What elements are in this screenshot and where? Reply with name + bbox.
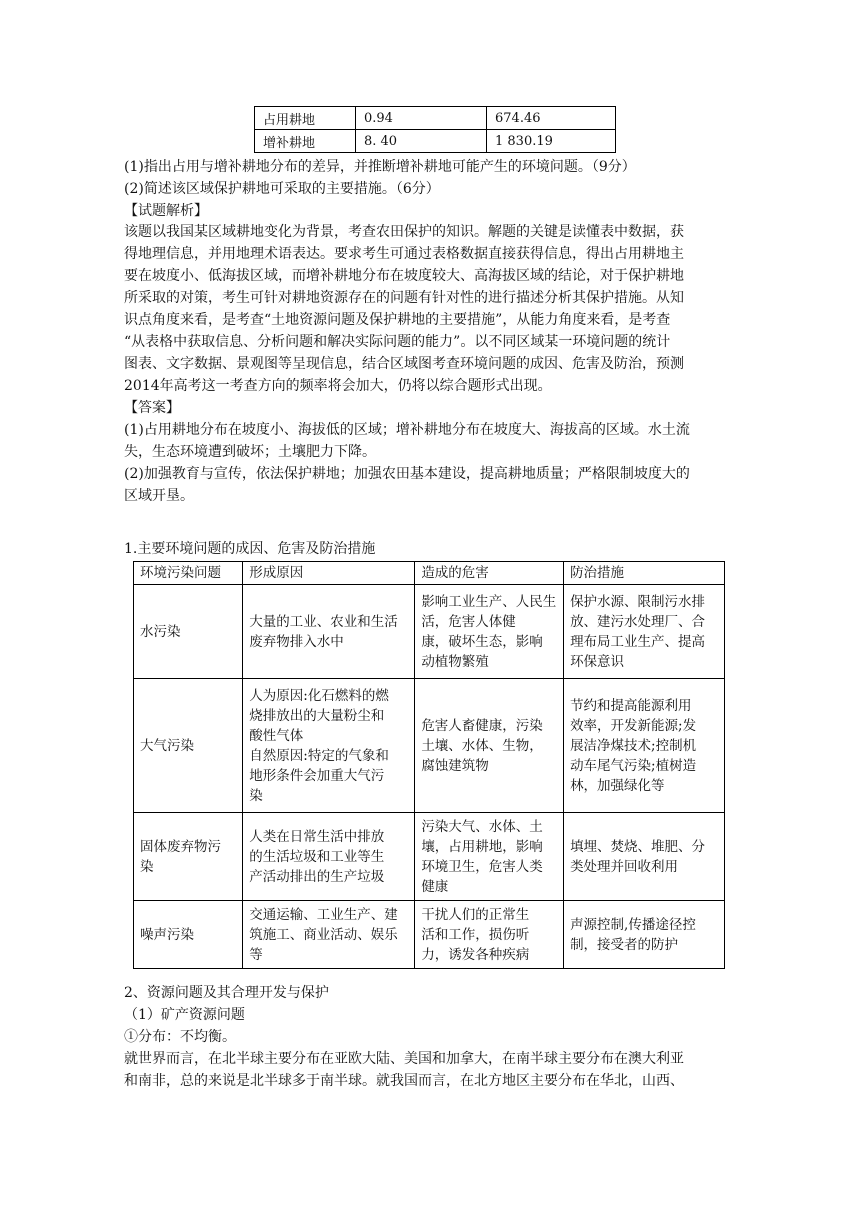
table-row: [134, 585, 725, 679]
answer-heading: 【答案】: [124, 400, 180, 416]
analysis-line: 所采取的对策，考生可针对耕地资源存在的问题有针对性的进行描述分析其保护措施。从知: [124, 290, 684, 306]
analysis-line: 图表、文字数据、景观图等呈现信息，结合区域图考查环境问题的成因、危害及防治，预测: [124, 356, 684, 372]
farmland-data-table: [254, 106, 616, 153]
analysis-line: 识点角度来看，是考查“土地资源问题及保护耕地的主要措施”，从能力角度来看，是考查: [124, 312, 671, 328]
problem-cell: 大气污染: [134, 679, 243, 813]
harm-cell: 污染大气、水体、土 壤，占用耕地，影响 环境卫生，危害人类 健康: [415, 813, 564, 901]
table-cell: 8. 40: [356, 130, 487, 153]
answer-line: (1)占用耕地分布在坡度小、海拔低的区域；增补耕地分布在坡度大、海拔高的区域。水土流: [124, 422, 690, 438]
section-2-subtitle: （1）矿产资源问题: [124, 1007, 245, 1023]
cause-cell: 人类在日常生活中排放 的生活垃圾和工业等生 产活动排出的生产垃圾: [243, 813, 415, 901]
table-header-row: [134, 562, 725, 585]
measure-cell: 节约和提高能源利用 效率，开发新能源;发 展洁净煤技术;控制机 动车尾气污染;植树造 林，加强绿化等: [564, 679, 725, 813]
analysis-line: 2014年高考这一考查方向的频率将会加大，仍将以综合题形式出现。: [124, 378, 552, 394]
cause-cell: 大量的工业、农业和生活 废弃物排入水中: [243, 585, 415, 679]
measure-cell: 声源控制,传播途径控 制，接受者的防护: [564, 901, 725, 969]
column-header: 形成原因: [243, 562, 415, 585]
question-2: (2)简述该区域保护耕地可采取的主要措施。（6分）: [124, 181, 440, 197]
analysis-line: 得地理信息，并用地理术语表达。要求考生可通过表格数据直接获得信息，得出占用耕地主: [124, 246, 684, 262]
analysis-line: 该题以我国某区域耕地变化为背景，考查农田保护的知识。解题的关键是读懂表中数据，获: [124, 224, 684, 240]
question-1: (1)指出占用与增补耕地分布的差异，并推断增补耕地可能产生的环境问题。（9分）: [124, 159, 636, 175]
answer-line: 失，生态环境遭到破坏；土壤肥力下降。: [124, 444, 376, 460]
table-cell: 占用耕地: [255, 107, 356, 130]
problem-cell: 固体废弃物污 染: [134, 813, 243, 901]
table-cell: 674.46: [487, 107, 616, 130]
analysis-line: “从表格中获取信息、分析问题和解决实际问题的能力”。以不同区域某一环境问题的统计: [124, 334, 671, 350]
table-row: [134, 813, 725, 901]
column-header: 造成的危害: [415, 562, 564, 585]
cause-cell: 交通运输、工业生产、建 筑施工、商业活动、娱乐 等: [243, 901, 415, 969]
section-2-paragraph-line: 和南非，总的来说是北半球多于南半球。就我国而言，在北方地区主要分布在华北，山西、: [124, 1073, 684, 1089]
column-header: 环境污染问题: [134, 562, 243, 585]
table-cell: 0.94: [356, 107, 487, 130]
harm-cell: 危害人畜健康，污染 土壤、水体、生物， 腐蚀建筑物: [415, 679, 564, 813]
cause-cell: 人为原因:化石燃料的燃 烧排放出的大量粉尘和 酸性气体 自然原因:特定的气象和 地形条件会加重大气污 染: [243, 679, 415, 813]
analysis-heading: 【试题解析】: [124, 203, 208, 219]
problem-cell: 噪声污染: [134, 901, 243, 969]
answer-line: 区域开垦。: [124, 488, 194, 504]
table-row: [134, 901, 725, 969]
column-header: 防治措施: [564, 562, 725, 585]
table-cell: 1 830.19: [487, 130, 616, 153]
answer-line: (2)加强教育与宣传，依法保护耕地；加强农田基本建设，提高耕地质量；严格限制坡度大的: [124, 466, 690, 482]
section-1-title: 1.主要环境问题的成因、危害及防治措施: [124, 541, 376, 557]
analysis-line: 要在坡度小、低海拔区域，而增补耕地分布在坡度较大、高海拔区域的结论，对于保护耕地: [124, 268, 684, 284]
measure-cell: 保护水源、限制污水排 放、建污水处理厂、合 理布局工业生产、提高 环保意识: [564, 585, 725, 679]
harm-cell: 影响工业生产、人民生 活，危害人体健 康，破坏生态，影响 动植物繁殖: [415, 585, 564, 679]
section-2-title: 2、资源问题及其合理开发与保护: [124, 985, 329, 1001]
section-2-item: ①分布：不均衡。: [124, 1029, 236, 1045]
table-cell: 增补耕地: [255, 130, 356, 153]
harm-cell: 干扰人们的正常生 活和工作，损伤听 力，诱发各种疾病: [415, 901, 564, 969]
problem-cell: 水污染: [134, 585, 243, 679]
measure-cell: 填埋、焚烧、堆肥、分 类处理并回收利用: [564, 813, 725, 901]
table-row: [255, 130, 616, 153]
environment-problems-table: [133, 561, 725, 969]
section-2-paragraph-line: 就世界而言，在北半球主要分布在亚欧大陆、美国和加拿大，在南半球主要分布在澳大利亚: [124, 1051, 684, 1067]
table-row: [134, 679, 725, 813]
table-row: [255, 107, 616, 130]
